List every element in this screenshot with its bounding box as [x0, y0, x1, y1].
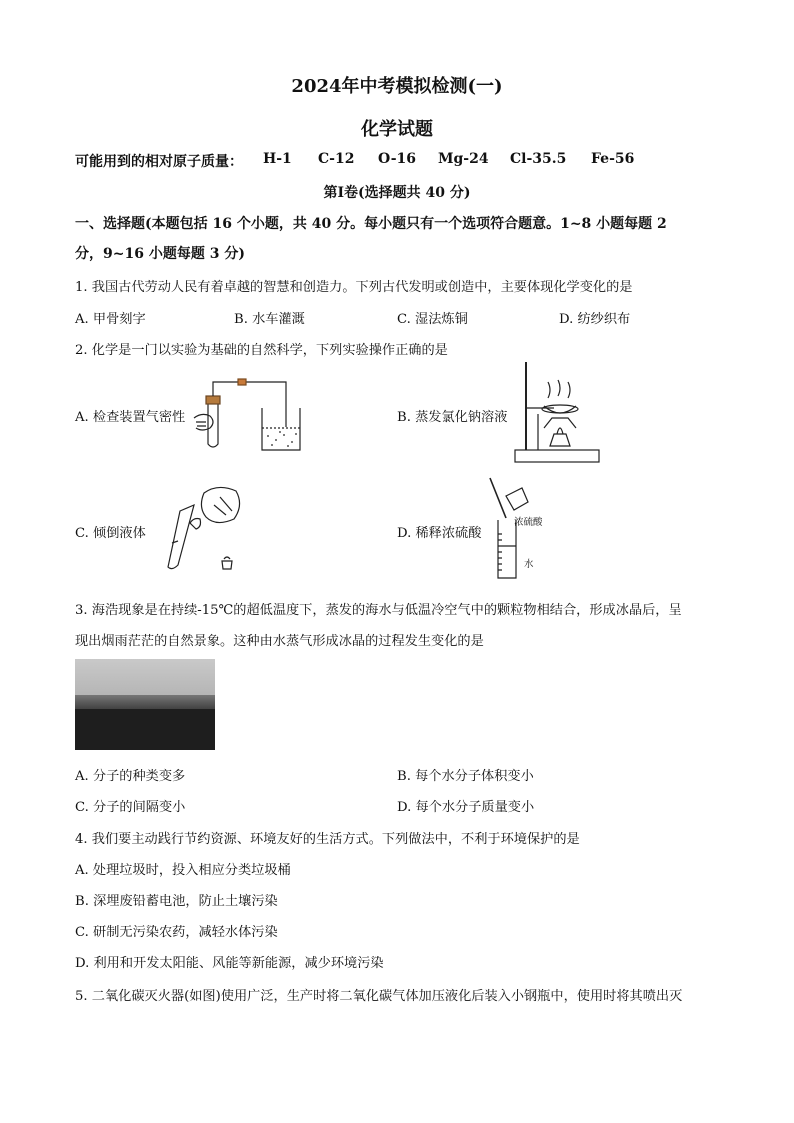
- q4-option-d: D. 利用和开发太阳能、风能等新能源，减少环境污染: [75, 956, 384, 971]
- atomic-mass-fe: Fe-56: [591, 151, 635, 167]
- atomic-mass-o: O-16: [378, 151, 417, 167]
- q4-option-c: C. 研制无污染农药，减轻水体污染: [75, 925, 278, 940]
- airtightness-apparatus-figure: [188, 372, 303, 454]
- pouring-liquid-figure: [160, 483, 250, 575]
- label-water: 水: [524, 559, 534, 570]
- evaporation-apparatus-figure: [510, 362, 602, 466]
- label-concentrated-acid: 浓硫酸: [514, 517, 543, 528]
- q3-stem-line1: 3. 海浩现象是在持续-15℃的超低温度下，蒸发的海水与低温冷空气中的颗粒物相结合，形成冰晶后，呈: [75, 603, 682, 618]
- q1-option-c: C. 湿法炼铜: [397, 312, 468, 327]
- q2-option-d: D. 稀释浓硫酸: [397, 526, 482, 541]
- q3-option-b: B. 每个水分子体积变小: [397, 769, 534, 784]
- atomic-mass-cl: Cl-35.5: [510, 151, 567, 167]
- subject-title: 化学试题: [361, 119, 433, 140]
- q4-option-a: A. 处理垃圾时，投入相应分类垃圾桶: [75, 863, 291, 878]
- q1-stem: 1. 我国古代劳动人民有着卓越的智慧和创造力。下列古代发明或创造中，主要体现化学变化的是: [75, 280, 633, 295]
- atomic-mass-h: H-1: [263, 151, 292, 167]
- atomic-mass-c: C-12: [318, 151, 355, 167]
- q3-stem-line2: 现出烟雨茫茫的自然景象。这种由水蒸气形成冰晶的过程发生变化的是: [75, 634, 484, 649]
- diluting-acid-figure: [488, 476, 546, 582]
- q1-option-b: B. 水车灌溉: [234, 312, 305, 327]
- q1-option-d: D. 纺纱织布: [559, 312, 631, 327]
- q3-option-a: A. 分子的种类变多: [75, 769, 186, 784]
- q2-option-a: A. 检查装置气密性: [75, 410, 186, 425]
- q5-stem: 5. 二氧化碳灭火器(如图)使用广泛，生产时将二氧化碳气体加压液化后装入小钢瓶中，使用时将其喷出灭: [75, 989, 683, 1004]
- atomic-mass-mg: Mg-24: [438, 151, 489, 167]
- section-instructions-line2: 分，9~16 小题每题 3 分): [75, 246, 245, 262]
- atomic-mass-label: 可能用到的相对原子质量：: [75, 154, 243, 170]
- q2-option-b: B. 蒸发氯化钠溶液: [397, 410, 508, 425]
- exam-title: 2024年中考模拟检测(一): [291, 76, 503, 97]
- q2-option-c: C. 倾倒液体: [75, 526, 146, 541]
- section-instructions-line1: 一、选择题(本题包括 16 个小题，共 40 分。每小题只有一个选项符合题意。1~8 小题每题 2: [75, 216, 667, 232]
- q3-option-d: D. 每个水分子质量变小: [397, 800, 535, 815]
- volume-heading: 第Ⅰ卷(选择题共 40 分): [323, 185, 471, 201]
- q1-option-a: A. 甲骨刻字: [75, 312, 146, 327]
- q3-option-c: C. 分子的间隔变小: [75, 800, 186, 815]
- q2-stem: 2. 化学是一门以实验为基础的自然科学，下列实验操作正确的是: [75, 343, 448, 358]
- q4-stem: 4. 我们要主动践行节约资源、环境友好的生活方式。下列做法中，不利于环境保护的是: [75, 832, 580, 847]
- q4-option-b: B. 深埋废铅蓄电池，防止土壤污染: [75, 894, 278, 909]
- sea-smoke-photo: [75, 659, 215, 750]
